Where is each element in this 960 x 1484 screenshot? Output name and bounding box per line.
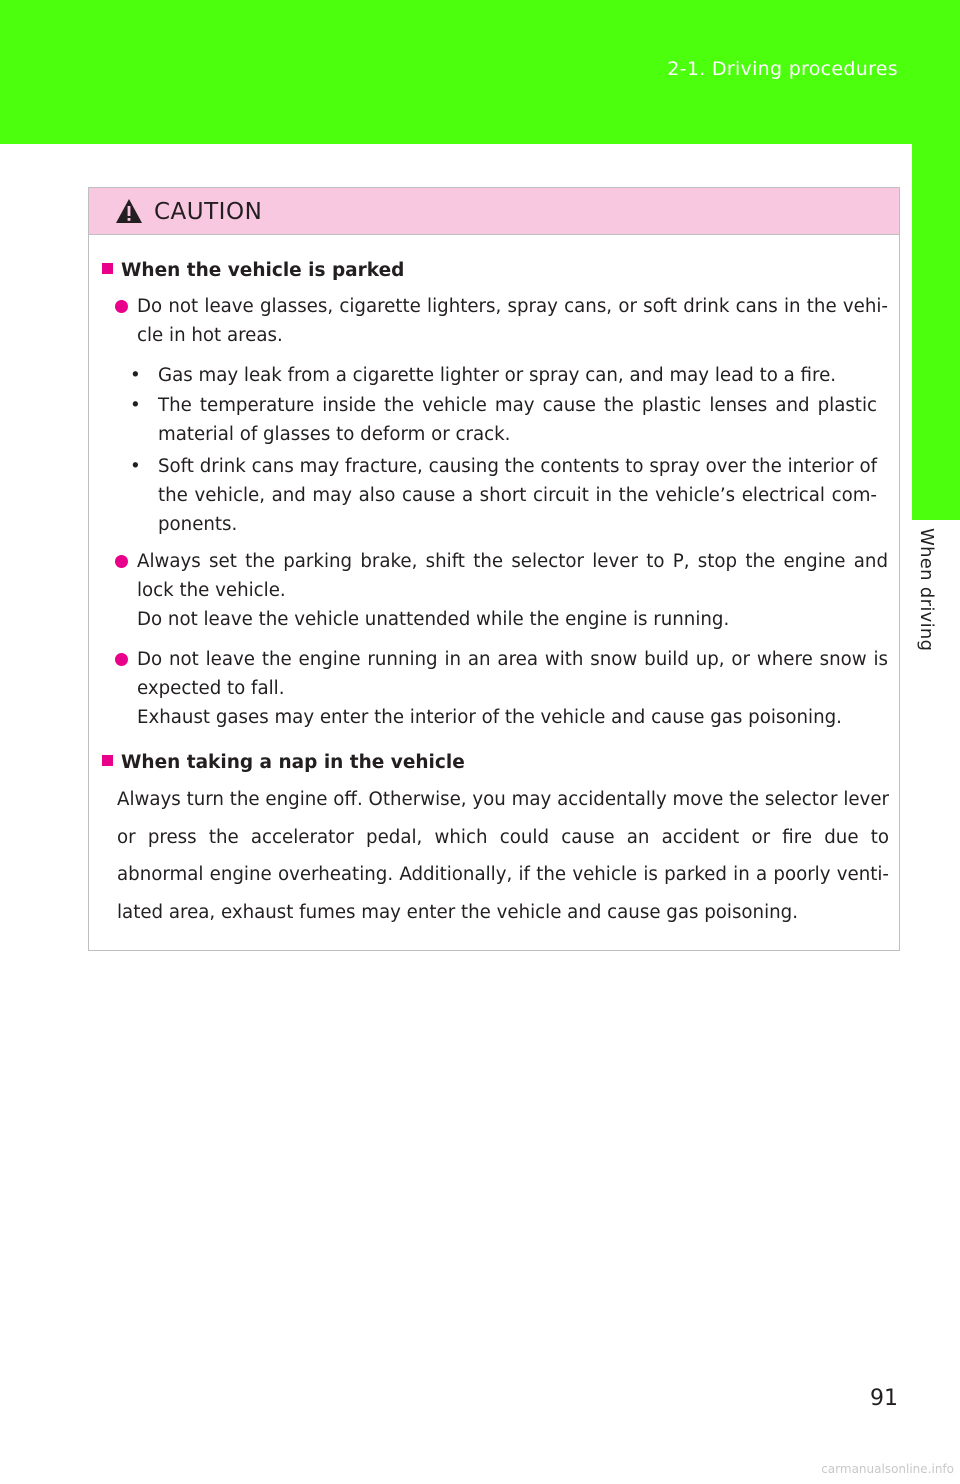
sub-list-item: [130, 391, 877, 449]
list-item: [115, 645, 888, 732]
list-item-text: Always set the parking brake, shift the selector lever to P, stop the engine and lock the vehicle.: [137, 551, 888, 601]
page-number: 91: [870, 1386, 898, 1411]
sub-list-item: [130, 361, 877, 390]
chapter-number: 2: [17, 448, 31, 472]
square-bullet-icon: [102, 755, 113, 766]
list-item-text: Do not leave glasses, cigarette lighters, spray cans, or soft drink cans in the vehi-cle in hot areas.: [137, 296, 888, 346]
circle-bullet-icon: [115, 300, 128, 313]
heading-nap: [102, 748, 465, 777]
list-item-text: Do not leave the engine running in an area with snow build up, or where snow is expected to fall.: [137, 649, 888, 699]
header-band: [0, 0, 960, 144]
heading-parked: [102, 256, 404, 285]
sub-list-item-text: Soft drink cans may fracture, causing the contents to spray over the interior of the vehicle, and may also cause a short circuit in the vehicle’s electrical com-ponents.: [158, 456, 877, 535]
list-item-text: Exhaust gases may enter the interior of the vehicle and cause gas poisoning.: [137, 707, 842, 728]
chapter-title: When driving: [916, 528, 937, 652]
circle-bullet-icon: [115, 653, 128, 666]
heading-parked-text: When the vehicle is parked: [121, 260, 405, 281]
watermark: carmanualsonline.info: [821, 1462, 954, 1476]
circle-bullet-icon: [115, 555, 128, 568]
list-item: [115, 547, 888, 634]
heading-nap-text: When taking a nap in the vehicle: [121, 752, 465, 773]
caution-box: [88, 187, 900, 951]
nap-paragraph: Always turn the engine off. Otherwise, you may accidentally move the selector lever or press the accelerator pedal, which could cause an accident or fire due to abnormal engine overheating. Additionally, if the vehicle is parked in a poorly venti-lated area, exhaust fumes may enter the vehicle and cause gas poisoning.: [117, 789, 889, 923]
dot-bullet: •: [130, 365, 141, 386]
section-title: 2-1. Driving procedures: [667, 58, 898, 80]
square-bullet-icon: [102, 263, 113, 274]
sub-list-item-text: Gas may leak from a cigarette lighter or spray can, and may lead to a fire.: [158, 365, 837, 386]
dot-bullet: •: [130, 456, 141, 477]
list-item: [115, 292, 888, 350]
caution-header: [89, 188, 899, 235]
dot-bullet: •: [130, 395, 141, 416]
list-item-text: Do not leave the vehicle unattended while the engine is running.: [137, 609, 730, 630]
sub-list-item-text: The temperature inside the vehicle may cause the plastic lenses and plastic material of glasses to deform or crack.: [158, 395, 877, 445]
warning-triangle-icon: [115, 198, 143, 224]
sub-list-item: [130, 452, 877, 539]
caution-title: CAUTION: [154, 199, 263, 225]
